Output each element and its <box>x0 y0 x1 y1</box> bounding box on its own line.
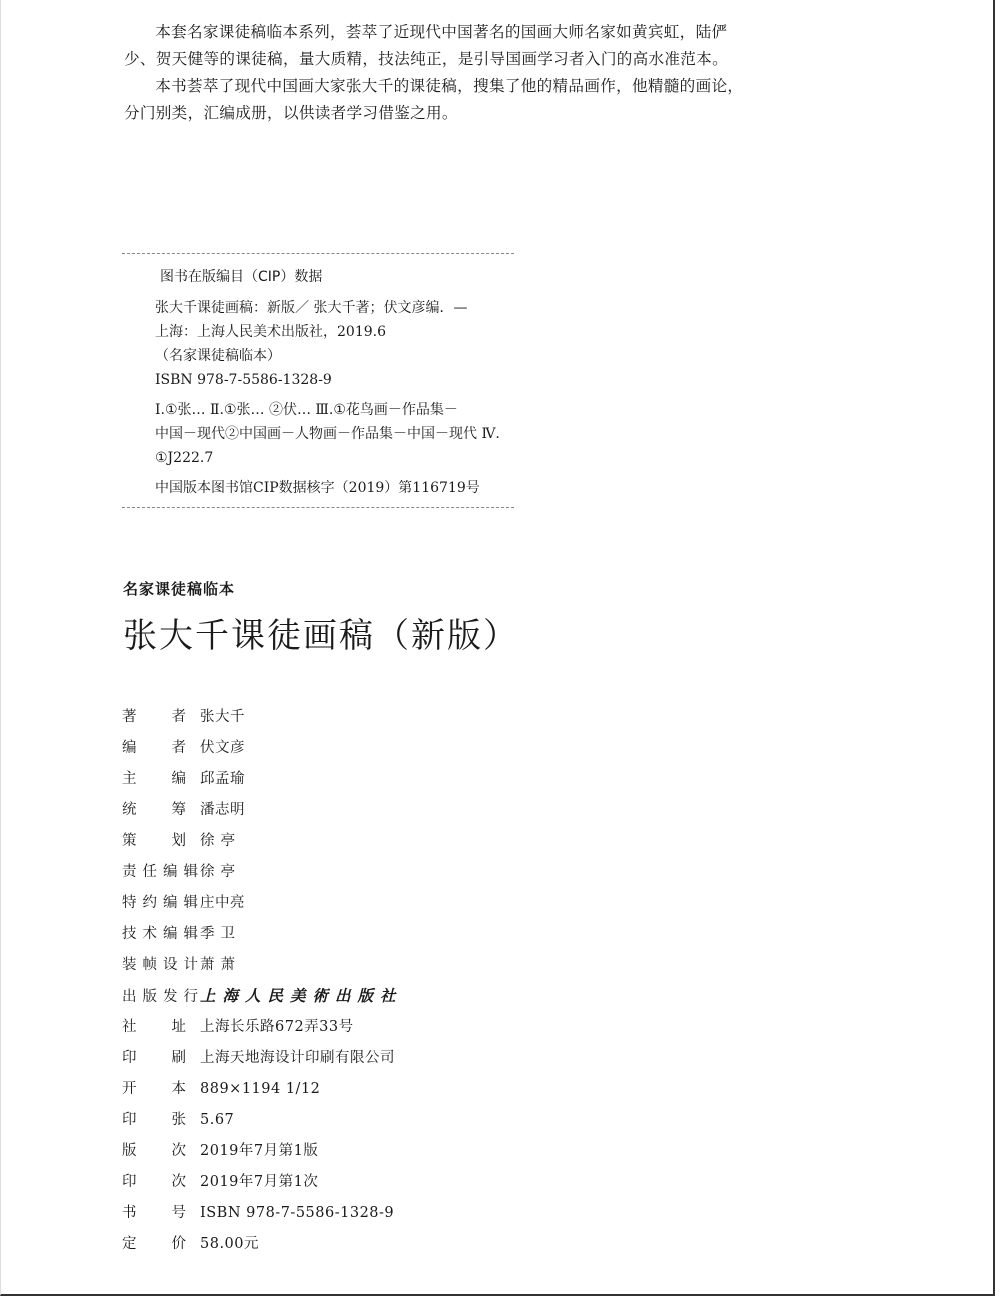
credit-row <box>122 922 622 953</box>
credit-row <box>122 1046 622 1077</box>
credit-label: 开 本 <box>122 1081 186 1097</box>
credit-label: 主 编 <box>122 771 186 787</box>
credit-value: 萧萧 <box>200 957 241 973</box>
cip-line-7: ①J222.7 <box>155 450 214 466</box>
cip-line-6: 中国－现代②中国画－人物画－作品集－中国－现代 Ⅳ. <box>155 426 500 442</box>
credit-row <box>122 984 622 1015</box>
credit-row <box>122 1108 622 1139</box>
credit-value: 张大千 <box>200 709 245 725</box>
credit-row <box>122 860 622 891</box>
credit-label: 策 划 <box>122 833 186 849</box>
credit-label: 编 者 <box>122 740 186 756</box>
credit-label: 装帧设计 <box>122 957 198 973</box>
credit-value: 邱孟瑜 <box>200 771 245 787</box>
credit-label: 特约编辑 <box>122 895 198 911</box>
credit-label: 统 筹 <box>122 802 186 818</box>
cip-title: 图书在版编目（CIP）数据 <box>160 269 323 285</box>
credit-row <box>122 1232 622 1263</box>
credit-value: 889×1194 1/12 <box>200 1081 321 1097</box>
intro-paragraph-2: 本书荟萃了现代中国画大家张大千的课徒稿，搜集了他的精品画作，他精髓的画论，分门别类，汇编成册，以供读者学习借鉴之用。 <box>124 77 744 122</box>
credit-row <box>122 1139 622 1170</box>
intro-text <box>124 19 744 127</box>
credit-value: 上海长乐路672弄33号 <box>200 1019 354 1035</box>
credit-value: 庄中亮 <box>200 895 245 911</box>
cip-line-5: Ⅰ.①张… Ⅱ.①张… ②伏… Ⅲ.①花鸟画－作品集－ <box>155 402 458 418</box>
credit-label: 定 价 <box>122 1236 186 1252</box>
credit-label: 责任编辑 <box>122 864 198 880</box>
series-name: 名家课徒稿临本 <box>123 580 236 598</box>
cip-block <box>122 253 514 508</box>
credit-label: 版 次 <box>122 1143 186 1159</box>
cip-line-1: 张大千课徒画稿：新版／ 张大千著；伏文彦编．— <box>155 300 468 316</box>
credit-value: ISBN 978-7-5586-1328-9 <box>200 1205 395 1221</box>
credit-label: 技术编辑 <box>122 926 198 942</box>
credit-value: 季卫 <box>200 926 241 942</box>
credit-value: 上海天地海设计印刷有限公司 <box>200 1050 395 1066</box>
credit-label: 印 刷 <box>122 1050 186 1066</box>
credit-row <box>122 767 622 798</box>
credit-label: 著 者 <box>122 709 186 725</box>
credit-value: 伏文彦 <box>200 740 245 756</box>
credit-value: 2019年7月第1次 <box>200 1174 319 1190</box>
credit-row <box>122 891 622 922</box>
credit-value: 58.00元 <box>200 1236 260 1252</box>
book-title: 张大千课徒画稿（新版） <box>123 616 519 656</box>
credit-row <box>122 829 622 860</box>
credit-value: 徐亭 <box>200 833 241 849</box>
credit-value: 2019年7月第1版 <box>200 1143 319 1159</box>
credit-row <box>122 1077 622 1108</box>
credit-row <box>122 705 622 736</box>
credit-label: 书 号 <box>122 1205 186 1221</box>
credit-row <box>122 1015 622 1046</box>
credits-list <box>122 705 622 1263</box>
credit-label: 出版发行 <box>122 989 198 1005</box>
credit-label: 社 址 <box>122 1019 186 1035</box>
credit-label: 印 次 <box>122 1174 186 1190</box>
credit-row <box>122 736 622 767</box>
cip-line-8: 中国版本图书馆CIP数据核字（2019）第116719号 <box>155 480 480 496</box>
credit-value: 徐亭 <box>200 864 241 880</box>
credit-value: 潘志明 <box>200 802 245 818</box>
credit-value: 5.67 <box>200 1112 235 1128</box>
publisher-logotype: 上海人民美術出版社 <box>200 986 403 1005</box>
cip-line-4: ISBN 978-7-5586-1328-9 <box>155 372 332 388</box>
cip-line-3: （名家课徒稿临本） <box>155 348 281 364</box>
credit-row <box>122 798 622 829</box>
credit-row <box>122 1170 622 1201</box>
credit-row <box>122 953 622 984</box>
intro-paragraph-1: 本套名家课徒稿临本系列，荟萃了近现代中国著名的国画大师名家如黄宾虹，陆俨少、贺天健等的课徒稿，量大质精，技法纯正，是引导国画学习者入门的高水准范本。 <box>124 23 728 68</box>
cip-line-2: 上海：上海人民美术出版社，2019.6 <box>155 324 386 340</box>
credit-row <box>122 1201 622 1232</box>
credit-label: 印 张 <box>122 1112 186 1128</box>
